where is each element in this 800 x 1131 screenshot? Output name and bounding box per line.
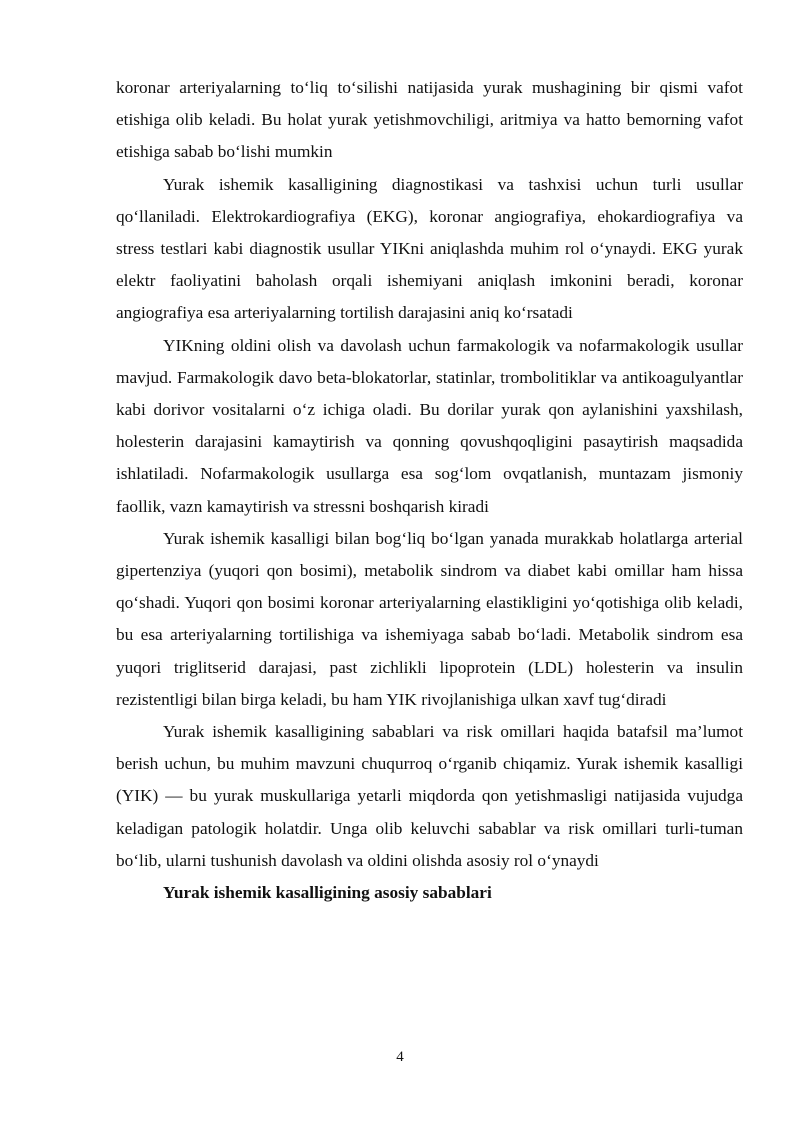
- paragraph-prevention-treatment: YIKning oldini olish va davolash uchun farmakologik va nofarmakologik usullar mavjud. Farmakologik davo beta-blokatorlar, statinlar, trombolitiklar va antikoagulyantlar kabi dorivor vositalarni o‘z ichiga oladi. Bu dorilar yurak qon aylanishini yaxshilash, holesterin darajasini kamaytirish va qonning qovushqoqligini pasaytirish maqsadida ishlatiladi. Nofarmakologik usullarga esa sog‘lom ovqatlanish, muntazam jismoniy faollik, vazn kamaytirish va stressni boshqarish kiradi: [116, 335, 743, 516]
- paragraph-complex-conditions: Yurak ishemik kasalligi bilan bog‘liq bo‘lgan yanada murakkab holatlarga arterial gipertenziya (yuqori qon bosimi), metabolik sindrom va diabet kabi omillar ham hissa qo‘shadi. Yuqori qon bosimi koronar arteriyalarning elastikligini yo‘qotishiga olib keladi, bu esa arteriyalarning tortilishiga va ishemiyaga sabab bo‘ladi. Metabolik sindrom esa yuqori triglitserid darajasi, past zichlikli lipoprotein (LDL) holesterin va insulin rezistentligi bilan birga keladi, bu ham YIK rivojlanishiga ulkan xavf tug‘diradi: [116, 528, 743, 709]
- paragraph-continuation: koronar arteriyalarning to‘liq to‘silishi natijasida yurak mushagining bir qismi vafot etishiga olib keladi. Bu holat yurak yetishmovchiligi, aritmiya va hatto bemorning vafot etishiga sabab bo‘lishi mumkin: [116, 78, 743, 162]
- page-number: 4: [396, 1049, 404, 1065]
- paragraph-causes-intro: Yurak ishemik kasalligining sabablari va risk omillari haqida batafsil ma’lumot berish uchun, bu muhim mavzuni chuqurroq o‘rganib chiqamiz. Yurak ishemik kasalligi (YIK) — bu yurak muskullariga yetarli miqdorda qon yetishmasligi natijasida vujudga keladigan patologik holatdir. Unga olib keluvchi sabablar va risk omillari turli-tuman bo‘lib, ularni tushunish davolash va oldini olishda asosiy rol o‘ynaydi: [116, 722, 743, 870]
- paragraph-diagnostics: Yurak ishemik kasalligining diagnostikasi va tashxisi uchun turli usullar qo‘llaniladi. Elektrokardiografiya (EKG), koronar angiografiya, ehokardiografiya va stress testlari kabi diagnostik usullar YIKni aniqlashda muhim rol o‘ynaydi. EKG yurak elektr faoliyatini baholash orqali ishemiyani aniqlash imkonini beradi, koronar angiografiya esa arteriyalarning tortilish darajasini aniq ko‘rsatadi: [116, 174, 743, 323]
- section-heading: Yurak ishemik kasalligining asosiy sabablari: [163, 883, 492, 903]
- document-page: [116, 72, 743, 909]
